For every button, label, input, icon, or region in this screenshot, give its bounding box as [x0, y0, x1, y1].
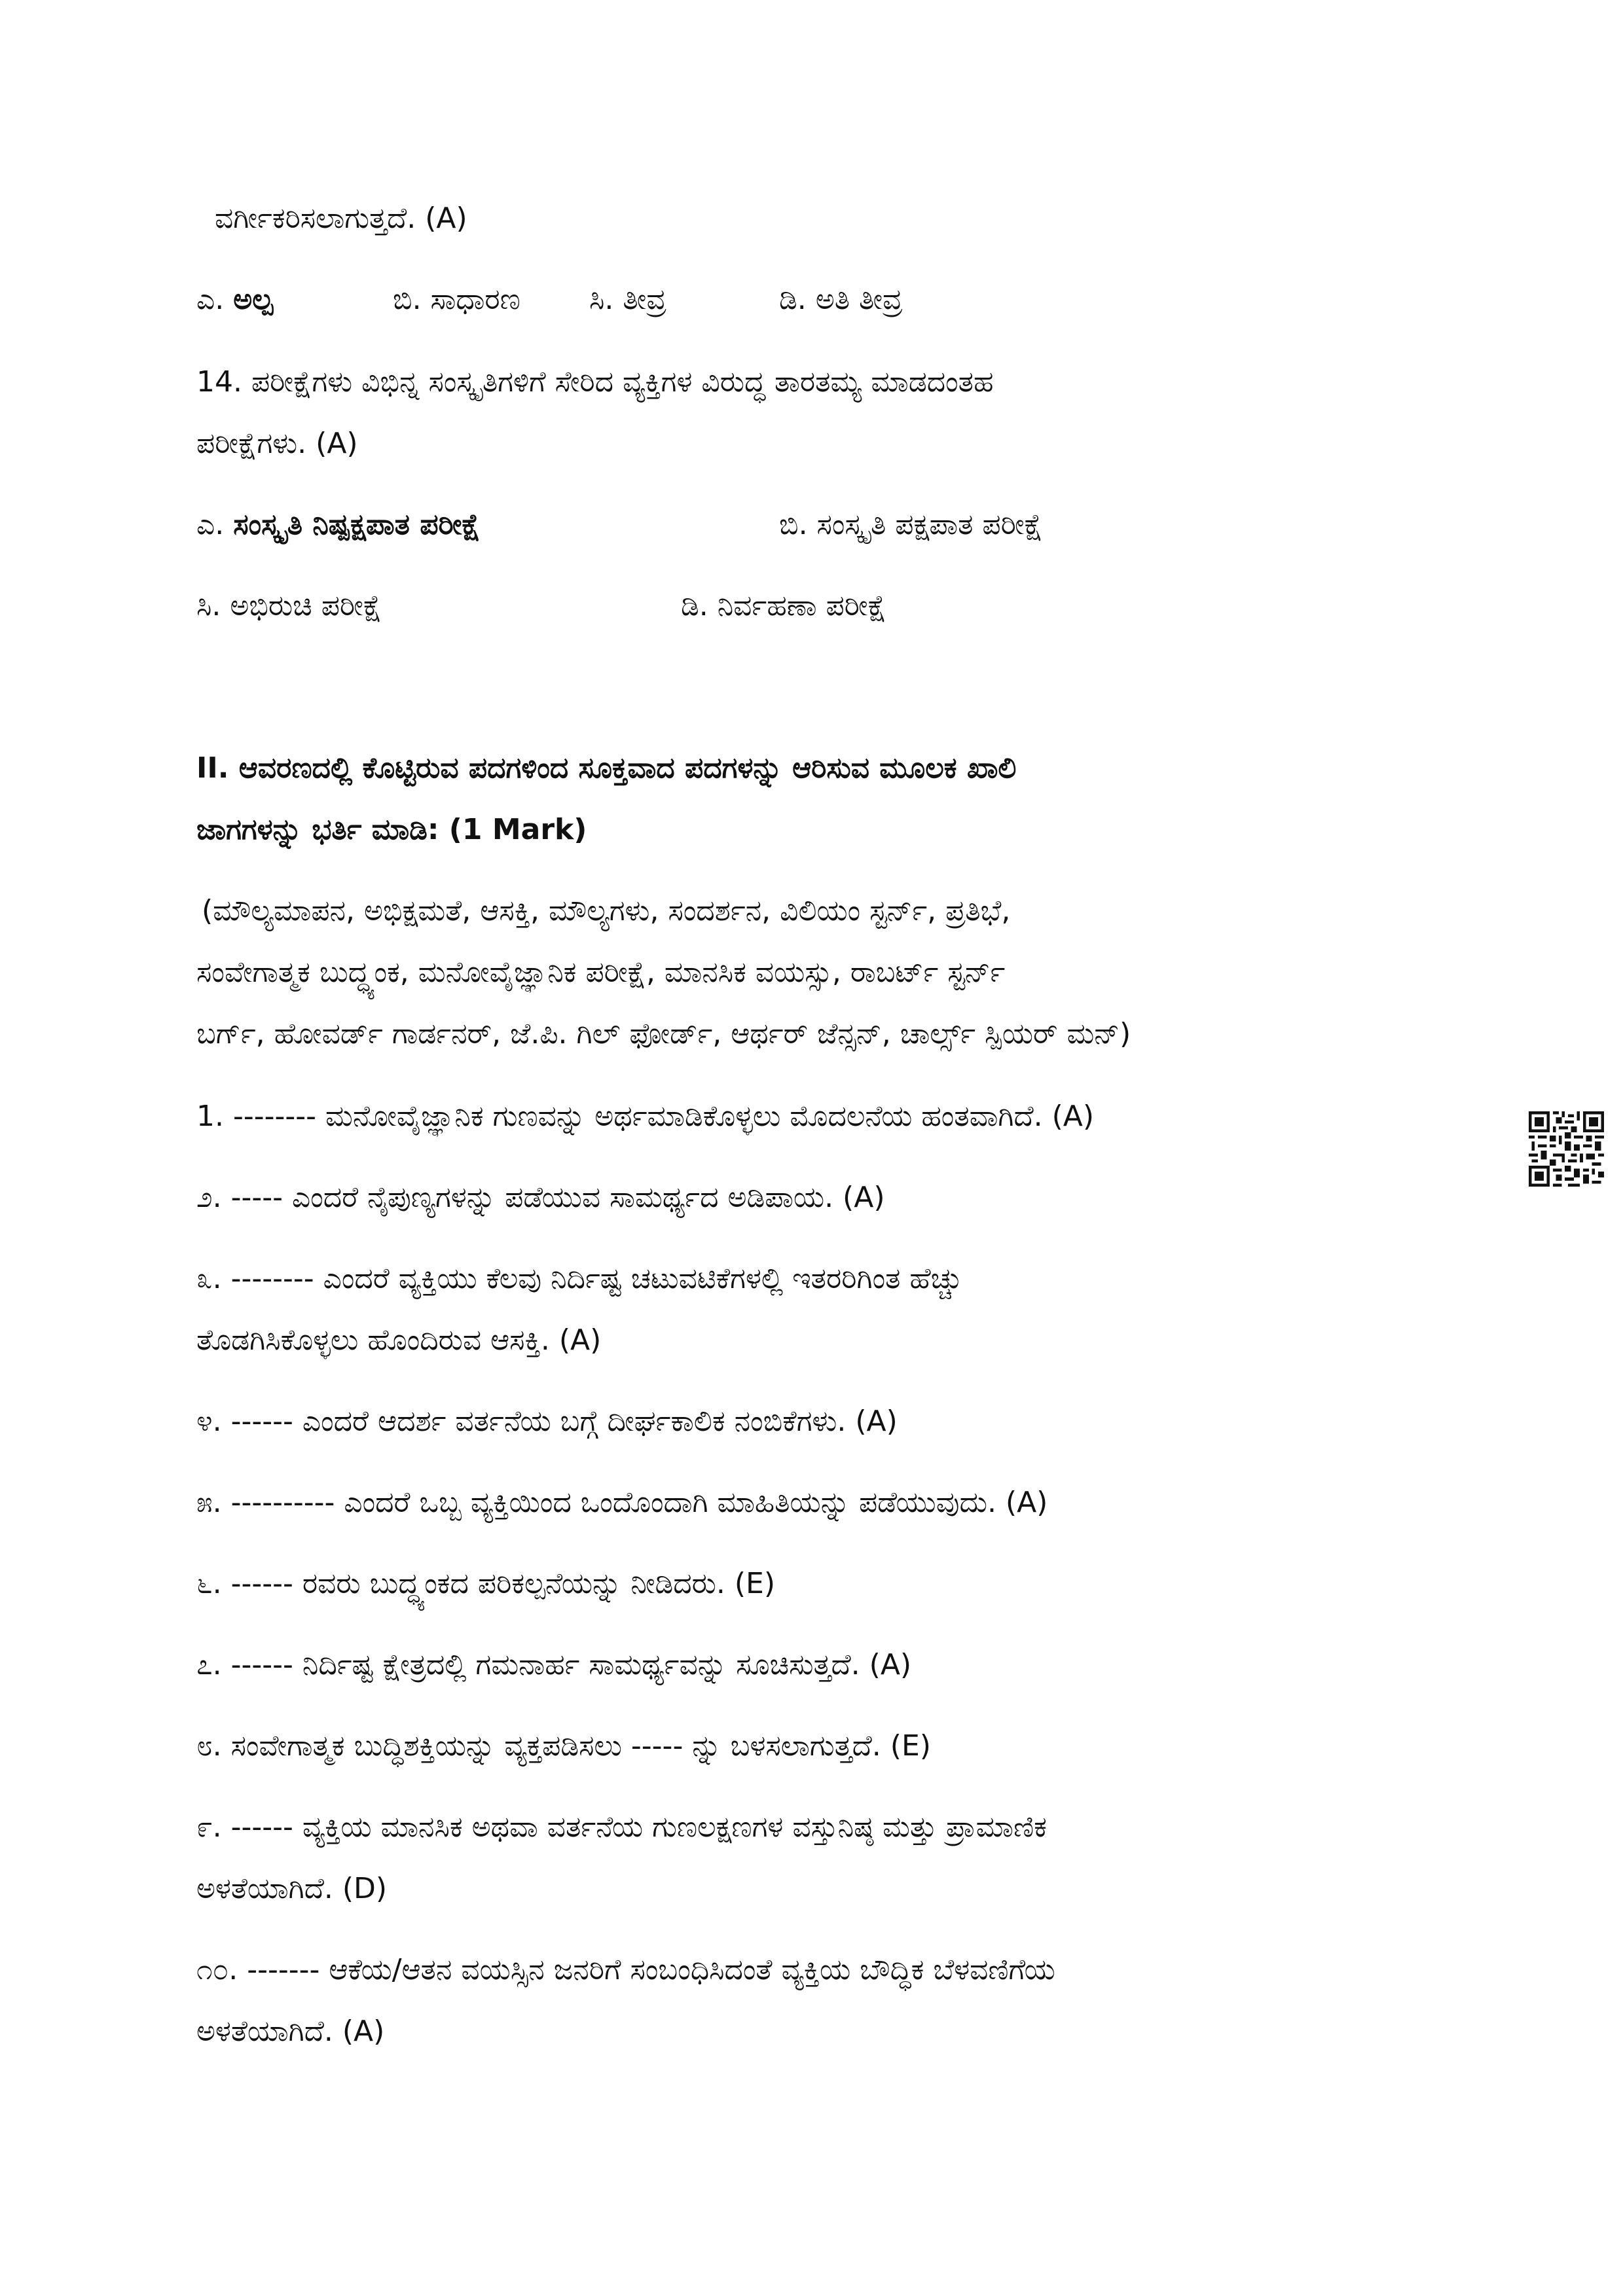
q13-option-b: ಬಿ. ಸಾಧಾರಣ — [393, 283, 520, 316]
word-bank-line-2: ಸಂವೇಗಾತ್ಮಕ ಬುದ್ಧ್ಯಂಕ, ಮನೋವೈಜ್ಞಾನಿಕ ಪರೀಕ್ಷೆ, ಮಾನಸಿಕ ವಯಸ್ಸು, ರಾಬರ್ಟ್ ಸ್ಟರ್ನ್ — [196, 956, 1006, 989]
fill-blank-9-line-1: ೯. ------ ವ್ಯಕ್ತಿಯ ಮಾನಸಿಕ ಅಥವಾ ವರ್ತನೆಯ ಗುಣಲಕ್ಷಣಗಳ ವಸ್ತುನಿಷ್ಠ ಮತ್ತು ಪ್ರಾಮಾಣಿಕ — [196, 1810, 1047, 1844]
word-bank-line-3: ಬರ್ಗ್, ಹೋವರ್ಡ್ ಗಾರ್ಡನರ್, ಜೆ.ಪಿ. ಗಿಲ್ ಫೋರ್ಡ್, ಆರ್ಥರ್ ಜೆನ್ಸನ್, ಚಾರ್ಲ್ಸ್ ಸ್ಪಿಯರ್ ಮನ್) — [196, 1017, 1131, 1050]
q14-option-b: ಬಿ. ಸಂಸ್ಕೃತಿ ಪಕ್ಷಪಾತ ಪರೀಕ್ಷೆ — [779, 508, 1043, 541]
section-2-heading-line-2: ಜಾಗಗಳನ್ನು ಭರ್ತಿ ಮಾಡಿ: (1 Mark) — [196, 813, 587, 846]
q14-option-c: ಸಿ. ಅಭಿರುಚಿ ಪರೀಕ್ಷೆ — [196, 589, 382, 622]
fill-blank-7: ೭. ------ ನಿರ್ದಿಷ್ಟ ಕ್ಷೇತ್ರದಲ್ಲಿ ಗಮನಾರ್ಹ ಸಾಮರ್ಥ್ಯವನ್ನು ಸೂಚಿಸುತ್ತದೆ. (A) — [196, 1648, 912, 1681]
fill-blank-3-line-2: ತೊಡಗಿಸಿಕೊಳ್ಳಲು ಹೊಂದಿರುವ ಆಸಕ್ತಿ. (A) — [196, 1323, 602, 1357]
q14-option-d: ಡಿ. ನಿರ್ವಹಣಾ ಪರೀಕ್ಷೆ — [681, 589, 886, 622]
q14-line-1: 14. ಪರೀಕ್ಷೆಗಳು ವಿಭಿನ್ನ ಸಂಸ್ಕೃತಿಗಳಿಗೆ ಸೇರಿದ ವ್ಯಕ್ತಿಗಳ ವಿರುದ್ಧ ತಾರತಮ್ಯ ಮಾಡದಂತಹ — [196, 365, 994, 399]
qr-code-icon — [1529, 1111, 1604, 1187]
fill-blank-6: ೬. ------ ರವರು ಬುದ್ಧ್ಯಂಕದ ಪರಿಕಲ್ಪನೆಯನ್ನು ನೀಡಿದರು. (E) — [196, 1567, 776, 1600]
section-2-heading-line-1: II. ಆವರಣದಲ್ಲಿ ಕೊಟ್ಟಿರುವ ಪದಗಳಿಂದ ಸೂಕ್ತವಾದ ಪದಗಳನ್ನು ಆರಿಸುವ ಮೂಲಕ ಖಾಲಿ — [196, 751, 1017, 785]
fill-blank-8: ೮. ಸಂವೇಗಾತ್ಮಕ ಬುದ್ಧಿಶಕ್ತಿಯನ್ನು ವ್ಯಕ್ತಪಡಿಸಲು ----- ನ್ನು ಬಳಸಲಾಗುತ್ತದೆ. (E) — [196, 1729, 931, 1763]
word-bank-line-1: (ಮೌಲ್ಯಮಾಪನ, ಅಭಿಕ್ಷಮತೆ, ಆಸಕ್ತಿ, ಮೌಲ್ಯಗಳು, ಸಂದರ್ಶನ, ವಿಲಿಯಂ ಸ್ಟರ್ನ್, ಪ್ರತಿಭೆ, — [202, 894, 1011, 927]
fill-blank-1: 1. -------- ಮನೋವೈಜ್ಞಾನಿಕ ಗುಣವನ್ನು ಅರ್ಥಮಾಡಿಕೊಳ್ಳಲು ಮೊದಲನೆಯ ಹಂತವಾಗಿದೆ. (A) — [196, 1100, 1095, 1133]
q14-line-2: ಪರೀಕ್ಷೆಗಳು. (A) — [196, 427, 358, 460]
fill-blank-4: ೪. ------ ಎಂದರೆ ಆದರ್ಶ ವರ್ತನೆಯ ಬಗ್ಗೆ ದೀರ್ಘಕಾಲಿಕ ನಂಬಿಕೆಗಳು. (A) — [196, 1405, 898, 1438]
fill-blank-9-line-2: ಅಳತೆಯಾಗಿದೆ. (D) — [196, 1872, 388, 1905]
q13-option-a: ಎ. ಅಲ್ಪ — [196, 283, 274, 316]
q13-continuation: ವರ್ಗೀಕರಿಸಲಾಗುತ್ತದೆ. (A) — [215, 202, 467, 235]
fill-blank-5: ೫. ---------- ಎಂದರೆ ಒಬ್ಬ ವ್ಯಕ್ತಿಯಿಂದ ಒಂದೊಂದಾಗಿ ಮಾಹಿತಿಯನ್ನು ಪಡೆಯುವುದು. (A) — [196, 1486, 1048, 1519]
fill-blank-10-line-2: ಅಳತೆಯಾಗಿದೆ. (A) — [196, 2015, 385, 2048]
q13-option-d: ಡಿ. ಅತಿ ತೀವ್ರ — [779, 283, 903, 316]
q14-options-row-1 — [196, 508, 1506, 547]
fill-blank-2: ೨. ----- ಎಂದರೆ ನೈಪುಣ್ಯಗಳನ್ನು ಪಡೆಯುವ ಸಾಮರ್ಥ್ಯದ ಅಡಿಪಾಯ. (A) — [196, 1181, 885, 1214]
fill-blank-10-line-1: ೧೦. ------- ಆಕೆಯ/ಆತನ ವಯಸ್ಸಿನ ಜನರಿಗೆ ಸಂಬಂಧಿಸಿದಂತೆ ವ್ಯಕ್ತಿಯ ಬೌದ್ಧಿಕ ಬೆಳವಣಿಗೆಯ — [196, 1953, 1055, 1986]
q14-option-a: ಎ. ಸಂಸ್ಕೃತಿ ನಿಷ್ಪಕ್ಷಪಾತ ಪರೀಕ್ಷೆ — [196, 508, 481, 541]
fill-blank-3-line-1: ೩. -------- ಎಂದರೆ ವ್ಯಕ್ತಿಯು ಕೆಲವು ನಿರ್ದಿಷ್ಟ ಚಟುವಟಿಕೆಗಳಲ್ಲಿ ಇತರರಿಗಿಂತ ಹೆಚ್ಚು — [196, 1262, 963, 1295]
q13-options — [196, 283, 1506, 322]
q14-options-row-2 — [196, 589, 1506, 628]
q13-option-c: ಸಿ. ತೀವ್ರ — [589, 283, 666, 316]
